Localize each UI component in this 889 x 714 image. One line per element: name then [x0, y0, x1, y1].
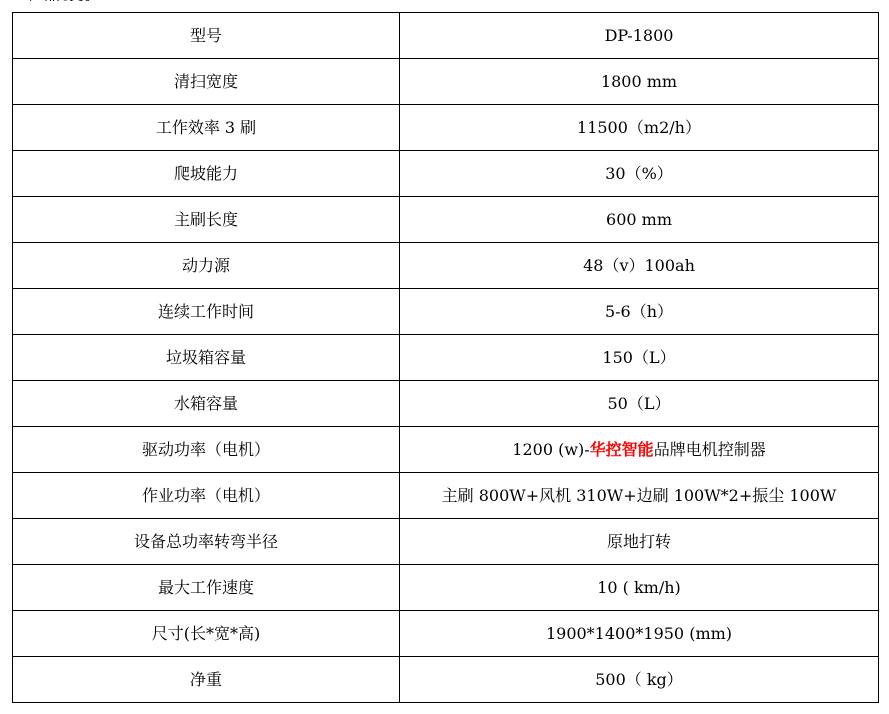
row-value: DP-1800: [400, 13, 879, 59]
table-row: [13, 13, 879, 59]
section-heading-fragment: [28, 0, 92, 1]
row-value: 48（v）100ah: [400, 243, 879, 289]
row-label: 垃圾箱容量: [13, 335, 400, 381]
value-prefix: 1200 (w)-: [512, 439, 590, 459]
row-label: 工作效率 3 刷: [13, 105, 400, 151]
table-row: [13, 473, 879, 519]
row-value: 主刷 800W+风机 310W+边刷 100W*2+振尘 100W: [400, 473, 879, 519]
row-label: 动力源: [13, 243, 400, 289]
value-suffix: 品牌电机控制器: [653, 439, 766, 459]
row-label: 水箱容量: [13, 381, 400, 427]
row-label: 主刷长度: [13, 197, 400, 243]
table-row: [13, 381, 879, 427]
table-row: [13, 611, 879, 657]
row-value: 30（%）: [400, 151, 879, 197]
row-value: 500（ kg）: [400, 657, 879, 703]
table-row: [13, 151, 879, 197]
table-row: [13, 105, 879, 151]
row-value: 50（L）: [400, 381, 879, 427]
row-value: 600 mm: [400, 197, 879, 243]
row-label: 设备总功率转弯半径: [13, 519, 400, 565]
row-value: 5-6（h）: [400, 289, 879, 335]
row-value: 1900*1400*1950 (mm): [400, 611, 879, 657]
spec-table: [12, 12, 879, 703]
table-row: [13, 59, 879, 105]
row-value: 11500（m2/h）: [400, 105, 879, 151]
table-row: [13, 197, 879, 243]
table-row: [13, 335, 879, 381]
row-label: 最大工作速度: [13, 565, 400, 611]
row-label: 爬坡能力: [13, 151, 400, 197]
table-row: [13, 243, 879, 289]
table-row: [13, 427, 879, 473]
table-row: [13, 565, 879, 611]
row-label: 驱动功率（电机）: [13, 427, 400, 473]
row-value: 150（L）: [400, 335, 879, 381]
row-label: 净重: [13, 657, 400, 703]
row-label: 清扫宽度: [13, 59, 400, 105]
brand-name: 华控智能: [589, 439, 654, 459]
row-label: 型号: [13, 13, 400, 59]
row-value: 原地打转: [400, 519, 879, 565]
row-value: 1800 mm: [400, 59, 879, 105]
row-label: 连续工作时间: [13, 289, 400, 335]
row-label: 作业功率（电机）: [13, 473, 400, 519]
row-value: 10 ( km/h): [400, 565, 879, 611]
row-label: 尺寸(长*宽*高): [13, 611, 400, 657]
table-row: [13, 657, 879, 703]
row-value: [400, 427, 879, 473]
table-row: [13, 519, 879, 565]
table-row: [13, 289, 879, 335]
